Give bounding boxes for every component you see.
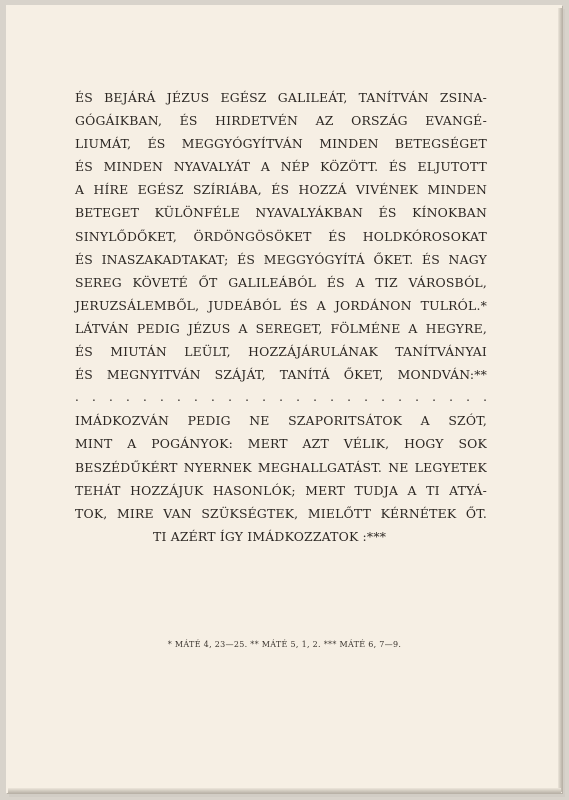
- text-line: TOK, MIRE VAN SZÜKSÉGTEK, MIELŐTT KÉRNÉTEK ŐT.: [75, 505, 487, 521]
- text-line: ÉS INASZAKADTAKAT; ÉS MEGGYÓGYÍTÁ ŐKET. ÉS NAGY: [75, 251, 487, 267]
- text-line: ÉS MINDEN NYAVALYÁT A NÉP KÖZÖTT. ÉS ELJUTOTT: [75, 159, 487, 175]
- text-line-last: TI AZÉRT ÍGY IMÁDKOZZATOK :***: [153, 528, 387, 544]
- text-line: ÉS MEGNYITVÁN SZÁJÁT, TANÍTÁ ŐKET, MONDVÁN:**: [75, 367, 487, 383]
- ellipsis-divider: . . . . . . . . . . . . . . . . . . . . . . . . .: [75, 390, 487, 405]
- text-line: SEREG KÖVETÉ ŐT GALILEÁBÓL ÉS A TIZ VÁROSBÓL,: [75, 274, 487, 290]
- page-edge-right: [558, 8, 562, 792]
- text-line: ÉS BEJÁRÁ JÉZUS EGÉSZ GALILEÁT, TANÍTVÁN ZSINA-: [75, 90, 487, 105]
- text-line: JERUZSÁLEMBŐL, JUDEÁBÓL ÉS A JORDÁNON TULRÓL.*: [75, 297, 487, 313]
- text-line: BETEGET KÜLÖNFÉLE NYAVALYÁKBAN ÉS KÍNOKBAN: [75, 205, 487, 221]
- text-line: GÓGÁIKBAN, ÉS HIRDETVÉN AZ ORSZÁG EVANGÉ-: [75, 113, 487, 129]
- text-line: LIUMÁT, ÉS MEGGYÓGYÍTVÁN MINDEN BETEGSÉGET: [75, 136, 487, 152]
- text-line: LÁTVÁN PEDIG JÉZUS A SEREGET, FÖLMÉNE A HEGYRE,: [75, 320, 487, 336]
- text-line: SINYLŐDŐKET, ÖRDÖNGÖSÖKET ÉS HOLDKÓROSOKAT: [75, 228, 487, 244]
- scripture-text: [75, 86, 487, 548]
- text-line: IMÁDKOZVÁN PEDIG NE SZAPORITSÁTOK A SZÓT,: [75, 413, 487, 429]
- text-line: MINT A POGÁNYOK: MERT AZT VÉLIK, HOGY SOK: [75, 436, 487, 452]
- text-line: ÉS MIUTÁN LEÜLT, HOZZÁJÁRULÁNAK TANÍTVÁNYAI: [75, 344, 487, 360]
- text-line: A HÍRE EGÉSZ SZÍRIÁBA, ÉS HOZZÁ VIVÉNEK MINDEN: [75, 182, 487, 198]
- text-line: BESZÉDŰKÉRT NYERNEK MEGHALLGATÁST. NE LEGYETEK: [75, 459, 487, 475]
- text-line: TEHÁT HOZZÁJUK HASONLÓK; MERT TUDJA A TI ATYÁ-: [75, 482, 487, 498]
- page-edge-bottom: [8, 788, 561, 793]
- footnotes: * MÁTÉ 4, 23—25. ** MÁTÉ 5, 1, 2. *** MÁTÉ 6, 7—9.: [167, 640, 402, 649]
